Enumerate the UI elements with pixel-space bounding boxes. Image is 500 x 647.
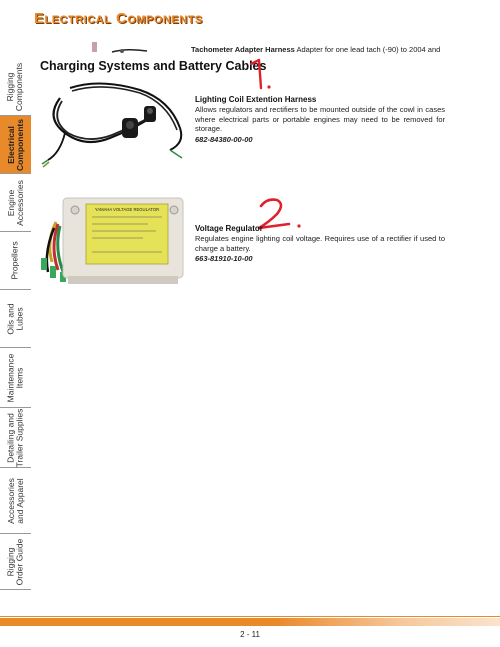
sidebar-tab-engine-accessories[interactable] xyxy=(0,174,31,232)
sidebar-tab-label: Accessories and Apparel xyxy=(5,477,25,524)
page-number: 2 - 11 xyxy=(240,630,260,639)
sidebar-tab-rigging-components[interactable] xyxy=(0,58,31,116)
sidebar-tab-oils-and-lubes[interactable] xyxy=(0,290,31,348)
regulator-label-text: YAMAHA VOLTAGE REGULATOR xyxy=(94,207,160,212)
tach-adapter-name: Tachometer Adapter Harness xyxy=(191,45,295,54)
product-title: Voltage Regulator xyxy=(195,224,263,233)
sidebar-tab-label: Detailing and Trailer Supplies xyxy=(5,408,25,467)
sidebar-tab-maintenance-items[interactable] xyxy=(0,348,31,408)
sidebar-tab-propellers[interactable] xyxy=(0,232,31,290)
product-lighting-coil-harness xyxy=(195,95,445,144)
product-voltage-regulator xyxy=(195,224,445,263)
product-title: Lighting Coil Extention Harness xyxy=(195,95,317,104)
sidebar-tab-label: Engine Accessories xyxy=(5,179,25,226)
product-description: Regulates engine lighting coil voltage. Requires use of a rectifier if used to charge a battery. xyxy=(195,234,445,253)
footer-accent-bar xyxy=(0,618,500,626)
sidebar-tab-accessories-apparel[interactable] xyxy=(0,468,31,534)
tach-harness-image-fragment xyxy=(92,42,147,54)
product-part-number: 663-81910-10-00 xyxy=(195,254,253,263)
sidebar-tab-detailing-trailer[interactable] xyxy=(0,408,31,468)
sidebar-tab-label: Rigging Order Guide xyxy=(5,538,25,585)
sidebar-tab-label: Propellers xyxy=(10,241,20,280)
sidebar-tab-electrical-components[interactable] xyxy=(0,116,31,174)
sidebar-tab-label: Maintenance Items xyxy=(5,353,25,402)
voltage-regulator-image xyxy=(38,192,193,292)
sidebar-tab-rigging-order-guide[interactable] xyxy=(0,534,31,590)
tach-adapter-line xyxy=(191,45,440,54)
sidebar-tab-label: Oils and Lubes xyxy=(5,302,25,335)
footer-rule xyxy=(0,616,500,617)
sidebar-tab-label: Rigging Components xyxy=(5,62,25,111)
section-title: Charging Systems and Battery Cables xyxy=(40,59,267,73)
lighting-coil-harness-image xyxy=(40,78,190,168)
sidebar-tab-label: Electrical Components xyxy=(5,118,25,171)
page-header-title: Electrical Components xyxy=(34,10,203,27)
product-description: Allows regulators and rectifiers to be mounted outside of the cowl in cases where electrical parts or portable engines may need to be removed for storage. xyxy=(195,105,445,133)
tach-adapter-desc: Adapter for one lead tach (-90) to 2004 and xyxy=(294,45,441,54)
annotation-1 xyxy=(245,58,275,92)
product-part-number: 682-84380-00-00 xyxy=(195,134,253,144)
